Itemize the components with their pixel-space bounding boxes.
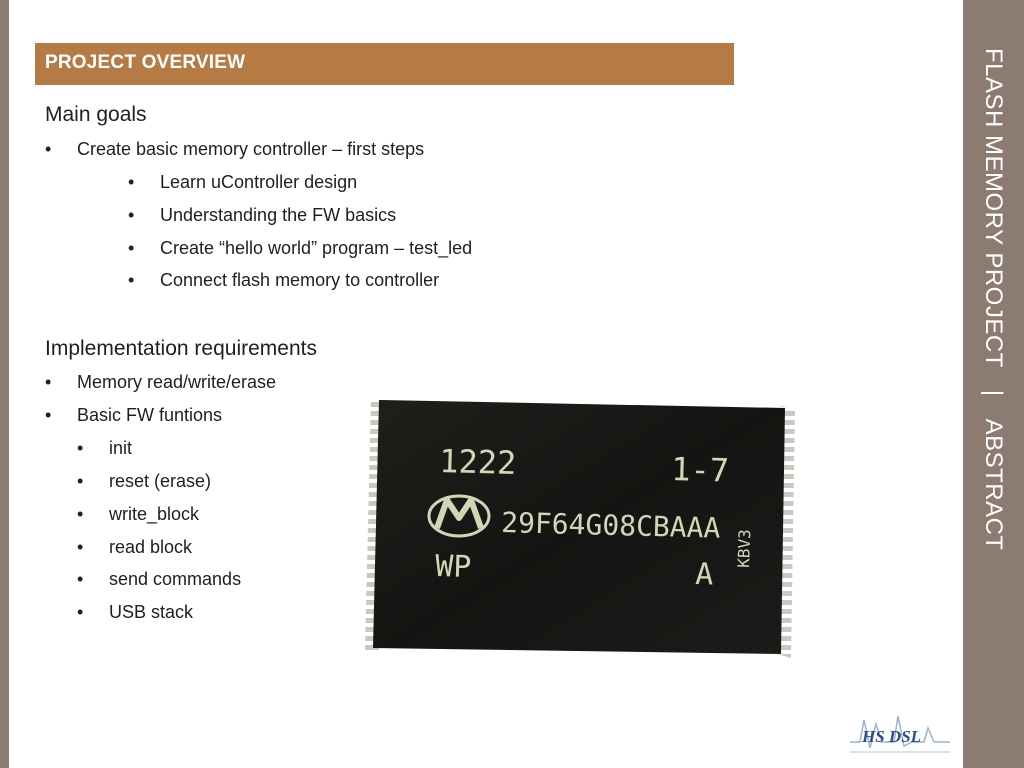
- sidebar-title: [979, 48, 1007, 551]
- list-item-text: Understanding the FW basics: [160, 205, 397, 225]
- list-item: [128, 270, 440, 291]
- section-header-title: PROJECT OVERVIEW: [45, 52, 246, 73]
- list-item-text: Connect flash memory to controller: [160, 270, 440, 290]
- list-item-text: Memory read/write/erase: [77, 372, 277, 392]
- list-item: [77, 537, 193, 558]
- chip-line1-right: 1-7: [670, 450, 730, 490]
- chip-line1-left: 1222: [438, 442, 517, 483]
- chip-side-code: KBV3: [734, 528, 755, 569]
- bullet-icon: •: [77, 602, 84, 622]
- bullet-icon: •: [128, 238, 135, 258]
- sidebar-title-main: FLASH MEMORY PROJECT: [980, 48, 1007, 368]
- bullet-icon: •: [128, 270, 135, 290]
- list-item-text: Basic FW funtions: [77, 405, 223, 425]
- list-item: [45, 372, 277, 393]
- bullet-icon: •: [77, 537, 84, 557]
- list-item-text: USB stack: [109, 602, 194, 622]
- list-item: [77, 569, 242, 590]
- list-item-text: init: [109, 438, 133, 458]
- list-item-text: write_block: [109, 504, 200, 524]
- chip-line3-right: A: [694, 557, 714, 593]
- bullet-icon: •: [45, 139, 52, 159]
- bullet-icon: •: [128, 205, 135, 225]
- implementation-heading: Implementation requirements: [45, 337, 317, 360]
- chip-part-number: 29F64G08CBAAA: [500, 506, 721, 545]
- flash-chip-photo: [363, 392, 798, 660]
- hs-dsl-logo: [850, 712, 950, 758]
- list-item-text: Create “hello world” program – test_led: [160, 238, 473, 258]
- bullet-icon: •: [77, 504, 84, 524]
- list-item: [77, 471, 212, 492]
- main-goals-heading: Main goals: [45, 103, 147, 126]
- bullet-icon: •: [128, 172, 135, 192]
- list-item: [128, 238, 473, 259]
- bullet-icon: •: [77, 438, 84, 458]
- logo-text: HS DSL: [862, 727, 922, 746]
- chip-line3-left: WP: [434, 549, 472, 585]
- bullet-icon: •: [77, 471, 84, 491]
- sidebar-separator: |: [980, 389, 1007, 397]
- sidebar-subtitle: ABSTRACT: [980, 418, 1007, 551]
- bullet-icon: •: [45, 372, 52, 392]
- list-item: [45, 405, 223, 426]
- list-item: [45, 139, 425, 160]
- list-item: [128, 172, 358, 193]
- list-item: [77, 602, 194, 623]
- list-item-text: Create basic memory controller – first steps: [77, 139, 425, 159]
- list-item: [77, 438, 133, 459]
- bullet-icon: •: [45, 405, 52, 425]
- bullet-icon: •: [77, 569, 84, 589]
- list-item-text: Learn uController design: [160, 172, 358, 192]
- list-item-text: send commands: [109, 569, 242, 589]
- list-item-text: reset (erase): [109, 471, 212, 491]
- right-sidebar: [963, 0, 1024, 768]
- list-item: [128, 205, 397, 226]
- list-item: [77, 504, 200, 525]
- list-item-text: read block: [109, 537, 193, 557]
